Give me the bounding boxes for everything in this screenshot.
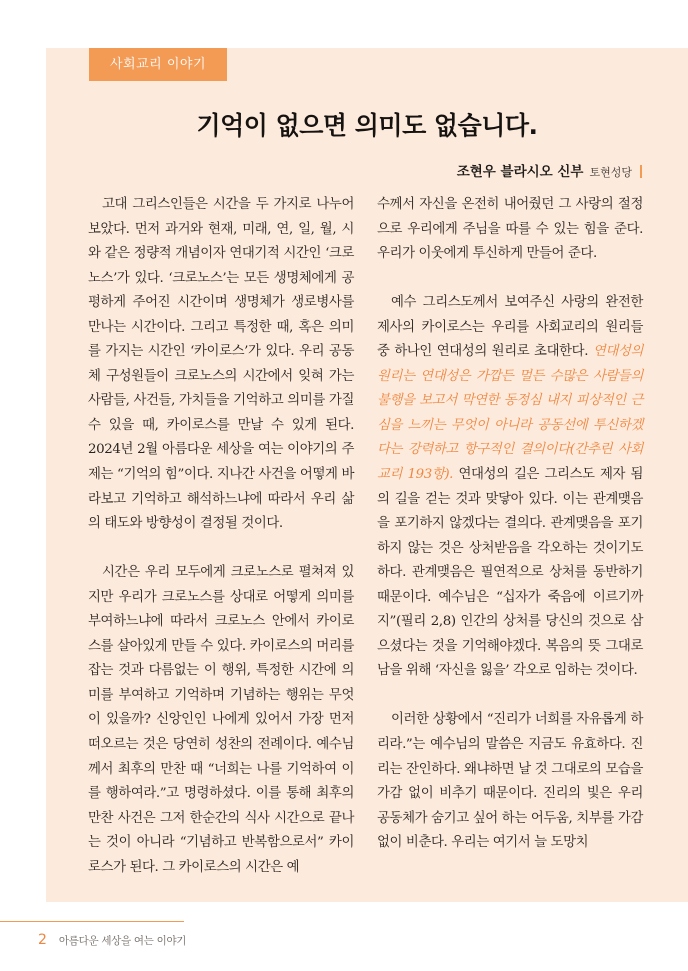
magazine-name: 아름다운 세상을 여는 이야기 [58,935,187,947]
left-paragraph-1: 고대 그리스인들은 시간을 두 가지로 나누어 보았다. 먼저 과거와 현재, 미래, 연, 일, 월, 시와 같은 정량적 개념이자 연대기적 시간인 ‘크로노스’가 있다. ‘크로노스’는 모든 생명체에게 공평하게 주어진 시간이며 생명체가 생로병사를 만나는 시간이다. 그리고 특정한 때, 혹은 의미를 가지는 시간인 ‘카이로스’가 있다. 우리 공동체 구성원들이 크로노스의 시간에서 잊혀 가는 사람들, 사건들, 가치들을 기억하고 의미를 가질 수 있을 때, 카이로스를 만날 수 있게 된다. 2024년 2월 아름다운 세상을 여는 이야기의 주제는 “기억의 힘”이다. 지나간 사건을 어떻게 바라보고 기억하고 해석하느냐에 따라서 우리 삶의 태도와 방향성이 결정될 것이다. [88,197,354,532]
author-parish: 토현성당 [589,166,632,179]
right-paragraph-3: 이러한 상황에서 “진리가 너희를 자유롭게 하리라.”는 예수님의 말씀은 지금도 유효하다. 진리는 잔인하다. 왜냐하면 날 것 그대로의 모습을 가감 없이 비추기 때문이다. 진리의 빛은 우리 공동체가 숨기고 싶어 하는 어두움, 치부를 가감 없이 비춘다. 우리는 여기서 늘 도망치 [377,712,643,851]
section-tag: 사회교리 이야기 [89,48,227,81]
author-name: 조현우 블라시오 신부 [456,164,584,180]
author-byline [457,162,642,180]
left-paragraph-2: 시간은 우리 모두에게 크로노스로 펼쳐져 있지만 우리가 크로노스를 상대로 어떻게 의미를 부여하느냐에 따라서 크로노스 안에서 카이로스를 살아있게 만들 수 있다. 카이로스의 머리를 잡는 것과 다름없는 이 행위, 특정한 시간에 의미를 부여하고 기억하며 기념하는 행위는 무엇이 있을까? 신앙인인 나에게 있어서 가장 먼저 떠오르는 것은 당연히 성찬의 전례이다. 예수님께서 최후의 만찬 때 “너희는 나를 기억하여 이를 행하여라.”고 명령하셨다. 이를 통해 최후의 만찬 사건은 그저 한순간의 식사 시간으로 끝나는 것이 아니라 “기념하고 반복함으로서” 카이로스가 된다. 그 카이로스의 시간은 예 [88,565,354,875]
right-paragraph-2 [377,291,643,684]
right-paragraph-2-rest: 연대성의 길은 그리스도 제자 됨의 길을 걷는 것과 맞닿아 있다. 이는 관계맺음을 포기하지 않겠다는 결의다. 관계맺음을 포기하지 않는 것은 상처받음을 각오하는 것이기도 하다. 관계맺음은 필연적으로 상처를 동반하기 때문이다. 예수님은 “십자가 죽음에 이르기까지”(필리 2,8) 인간의 상처를 당신의 것으로 삼으셨다는 것을 기억해야겠다. 복음의 뜻 그대로 남을 위해 ‘자신을 잃을’ 각오로 임하는 것이다. [377,467,643,679]
left-column [88,193,354,905]
right-paragraph-1: 수께서 자신을 온전히 내어줬던 그 사랑의 절정으로 우리에게 주님을 따를 수 있는 힘을 준다. 우리가 이웃에게 투신하게 만들어 준다. [377,197,643,262]
page-footer [38,929,186,949]
right-paragraph-2-intro: 예수 그리스도께서 보여주신 사랑의 완전한 제사의 카이로스는 우리를 사회교리의 원리들 중 하나인 연대성의 원리로 초대한다. [377,295,643,360]
article-title: 기억이 없으면 의미도 없습니다. [196,111,538,140]
right-column [377,193,643,880]
page-number: 2 [38,932,47,948]
highlighted-quote: 연대성의 원리는 연대성은 가깝든 멀든 수많은 사람들의 불행을 보고서 막연한 동정심 내지 피상적인 근심을 느끼는 무엇이 아니라 공동선에 투신하겠다는 강력하고 항구적인 결의이다(간추린 사회교리 193항). [377,344,643,483]
author-accent-bar [640,165,642,178]
footer-divider [0,921,184,922]
